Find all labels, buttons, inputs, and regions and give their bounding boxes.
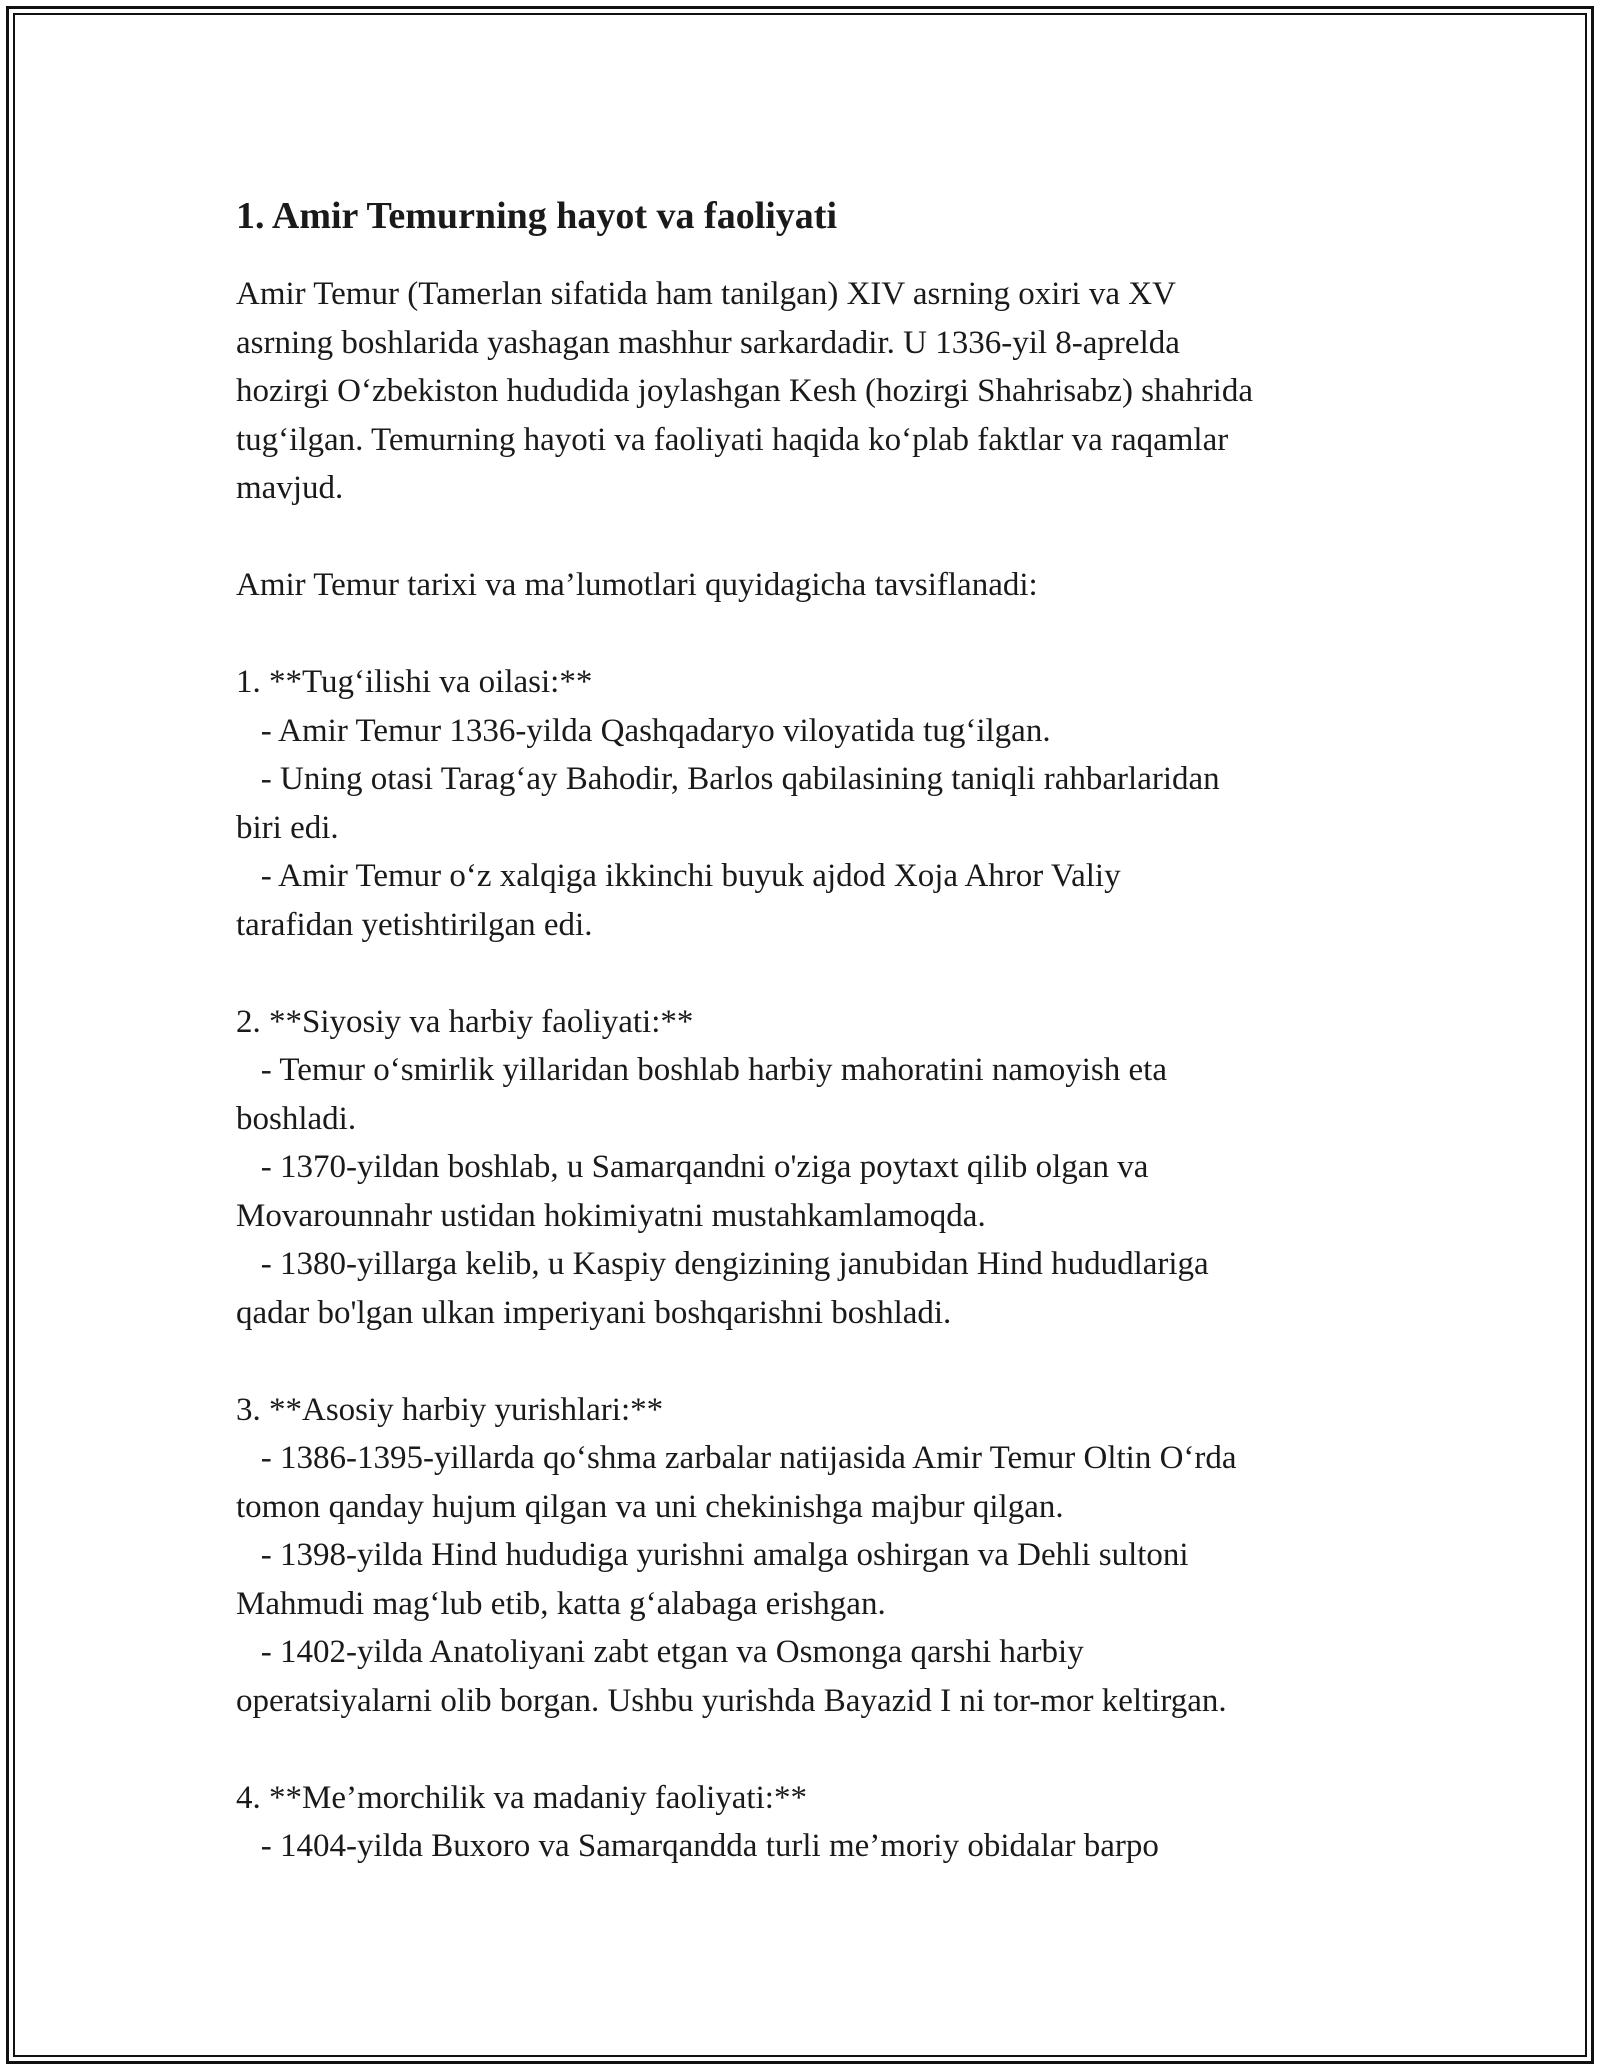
text-line: Amir Temur tarixi va ma’lumotlari quyidagicha tavsiflanadi: xyxy=(236,567,1038,603)
text-line: Amir Temur (Tamerlan sifatida ham tanilgan) XIV asrning oxiri va XV xyxy=(236,276,1176,312)
text-line: Movarounnahr ustidan hokimiyatni mustahkamlamoqda. xyxy=(236,1197,986,1234)
list-item: - Amir Temur 1336-yilda Qashqadaryo viloyatida tug‘ilgan. xyxy=(236,712,1051,749)
blank-line xyxy=(236,1337,1386,1386)
list-item: - 1380-yillarga kelib, u Kaspiy dengizining janubidan Hind hududlariga xyxy=(236,1246,1209,1282)
text-line: mavjud. xyxy=(236,470,344,506)
section-heading: 1. Amir Temurning hayot va faoliyati xyxy=(236,195,838,237)
text-line: qadar bo'lgan ulkan imperiyani boshqarishni boshladi. xyxy=(236,1294,952,1331)
document-body xyxy=(236,270,1386,1871)
text-line: biri edi. xyxy=(236,809,339,846)
text-line: tarafidan yetishtirilgan edi. xyxy=(236,906,593,943)
text-line: tomon qanday hujum qilgan va uni chekinishga majbur qilgan. xyxy=(236,1488,1064,1525)
list-item: - 1398-yilda Hind hududiga yurishni amalga oshirgan va Dehli sultoni xyxy=(236,1537,1189,1573)
blank-line xyxy=(236,949,1386,998)
text-line: operatsiyalarni olib borgan. Ushbu yurishda Bayazid I ni tor-mor keltirgan. xyxy=(236,1682,1227,1719)
list-item: - Temur o‘smirlik yillaridan boshlab harbiy mahoratini namoyish eta xyxy=(236,1052,1167,1088)
blank-line xyxy=(236,1725,1386,1774)
blank-line xyxy=(236,610,1386,659)
list-item: - 1404-yilda Buxoro va Samarqandda turli me’moriy obidalar barpo xyxy=(236,1828,1159,1864)
list-item: - 1370-yildan boshlab, u Samarqandni o'ziga poytaxt qilib olgan va xyxy=(236,1149,1149,1185)
text-line: boshladi. xyxy=(236,1100,357,1137)
list-item: - 1402-yilda Anatoliyani zabt etgan va Osmonga qarshi harbiy xyxy=(236,1634,1084,1670)
text-line: Mahmudi mag‘lub etib, katta g‘alabaga erishgan. xyxy=(236,1585,886,1622)
list-item: - Uning otasi Tarag‘ay Bahodir, Barlos qabilasining taniqli rahbarlaridan xyxy=(236,761,1220,797)
blank-line xyxy=(236,513,1386,562)
list-item-heading: 1. **Tug‘ilishi va oilasi:** xyxy=(236,664,593,700)
list-item-heading: 4. **Me’morchilik va madaniy faoliyati:** xyxy=(236,1779,807,1816)
list-item-heading: 3. **Asosiy harbiy yurishlari:** xyxy=(236,1391,664,1428)
list-item: - 1386-1395-yillarda qo‘shma zarbalar natijasida Amir Temur Oltin O‘rda xyxy=(236,1440,1237,1476)
list-item-heading: 2. **Siyosiy va harbiy faoliyati:** xyxy=(236,1003,694,1040)
text-line: asrning boshlarida yashagan mashhur sarkardadir. U 1336-yil 8-aprelda xyxy=(236,324,1180,361)
text-line: tug‘ilgan. Temurning hayoti va faoliyati haqida ko‘plab faktlar va raqamlar xyxy=(236,421,1229,458)
list-item: - Amir Temur o‘z xalqiga ikkinchi buyuk ajdod Xoja Ahror Valiy xyxy=(236,858,1121,894)
document-page xyxy=(236,184,1386,1871)
text-line: hozirgi O‘zbekiston hududida joylashgan Kesh (hozirgi Shahrisabz) shahrida xyxy=(236,373,1253,409)
